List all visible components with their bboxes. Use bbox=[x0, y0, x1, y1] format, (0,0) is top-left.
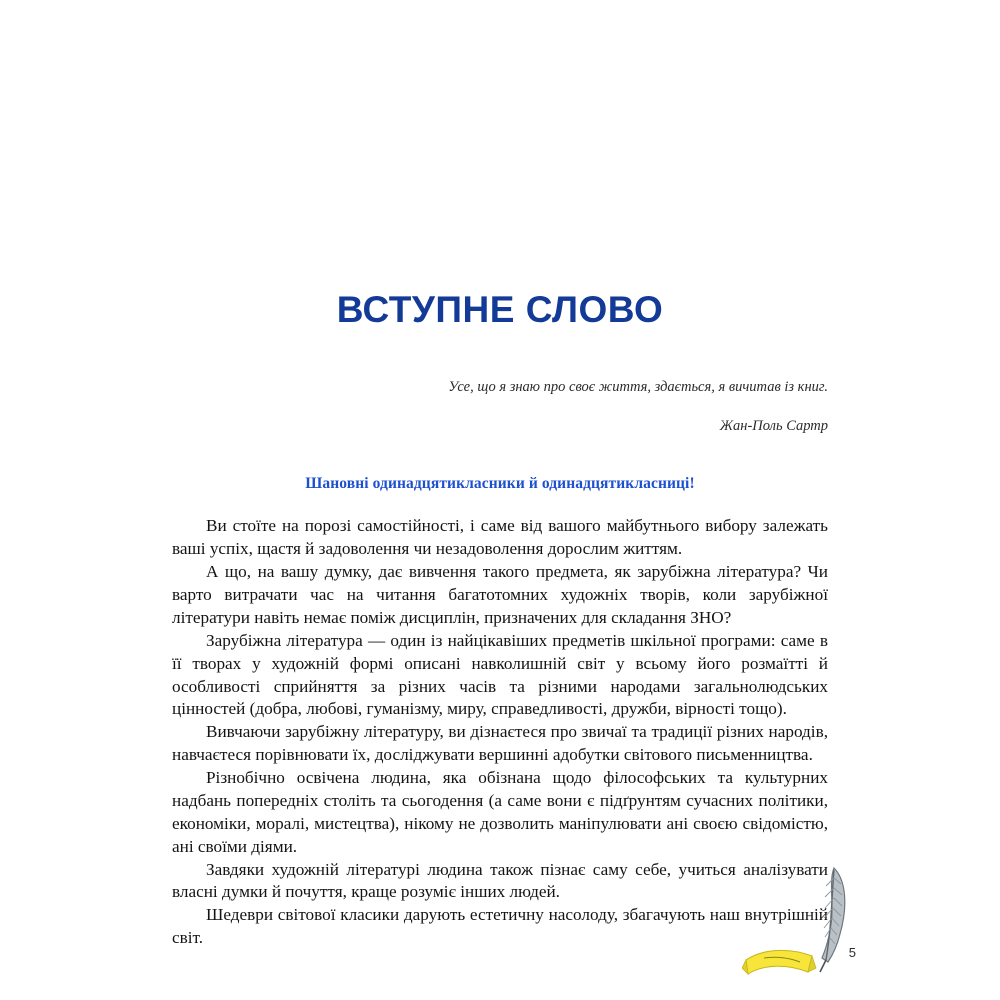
page-number: 5 bbox=[848, 945, 856, 960]
paragraph: Вивчаючи зарубіжну літературу, ви дізнаєтеся про звичаї та традиції різних народів, навчаєтеся порівнювати їх, досліджувати вершинні адобутки світового письменництва. bbox=[172, 722, 828, 765]
paragraph: Шедеври світової класики дарують естетичну насолоду, збагачують наш внутрішній світ. bbox=[172, 905, 828, 948]
page-content bbox=[172, 290, 828, 950]
paragraph: Ви стоїте на порозі самостійності, і саме від вашого майбутнього вибору залежать ваші успіх, щастя й задоволення чи незадоволення дорослим життям. bbox=[172, 516, 828, 559]
body-text bbox=[172, 515, 828, 950]
feather-icon bbox=[820, 868, 845, 972]
paragraph: Зарубіжна література — один із найцікавіших предметів шкільної програми: саме в її творах у художній формі описані навколишній світ у всьому його розмаїтті й особливості сприйняття за різних часів та різними народами загальнолюдських цінностей (добра, любові, гуманізму, миру, справедливості, дружби, вірності тощо). bbox=[172, 630, 828, 719]
paragraph: Різнобічно освічена людина, яка обізнана щодо філософських та культурних надбань попередніх століть та сьогодення (а саме вони є підґрунтям сучасних політики, економіки, моралі, мистецтва), нікому не дозволить маніпулювати ані своєю свідомістю, ані своїми діями. bbox=[172, 768, 828, 856]
epigraph-author: Жан-Поль Сартр bbox=[719, 418, 828, 435]
salutation: Шановні одинадцятикласники й одинадцятикласниці! bbox=[305, 475, 695, 493]
paragraph: А що, на вашу думку, дає вивчення такого предмета, як зарубіжна література? Чи варто витрачати час на читання багатотомних художніх творів, коли зарубіжної літератури навіть немає поміж дисциплін, призначених для складання ЗНО? bbox=[172, 562, 828, 627]
feather-and-banner-decoration bbox=[742, 862, 872, 982]
page-title: ВСТУПНЕ СЛОВО bbox=[336, 289, 664, 330]
paragraph: Завдяки художній літературі людина також пізнає саму себе, учиться аналізувати власні думки й почуття, краще розуміє інших людей. bbox=[172, 859, 828, 902]
epigraph-quote: Усе, що я знаю про своє життя, здається, я вичитав із книг. bbox=[448, 378, 828, 395]
banner-decoration bbox=[742, 950, 816, 974]
